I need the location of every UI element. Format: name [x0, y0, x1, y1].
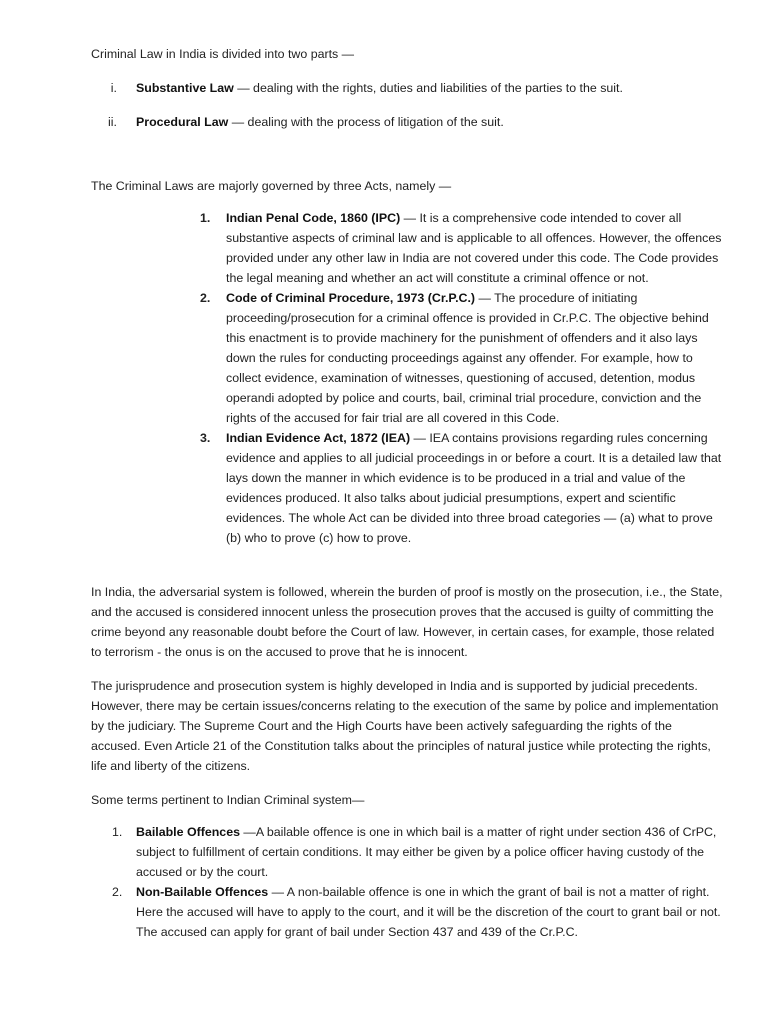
part-title: Procedural Law — [136, 115, 229, 129]
act-description: — The procedure of initiating proceeding/prosecution for a criminal offence is provided in Cr.P.C. The objective behind this enactment is to provide machinery for the punishment of offenders and it also lays down the rules for conducting proceedings against any offender. For example, how to collect evidence, examination of witnesses, questioning of accused, detention, modus operandi adopted by police and courts, bail, criminal trial procedure, conviction and the rights of the accused for fair trial are all covered in this Code. — [226, 291, 709, 425]
paragraph-adversarial-system: In India, the adversarial system is followed, wherein the burden of proof is mostly on the prosecution, i.e., the State, and the accused is considered innocent unless the prosecution proves that the accused is guilty of committing the crime beyond any reasonable doubt before the Court of law. However, in certain cases, for example, those related to terrorism - the onus is on the accused to prove that he is innocent. — [91, 585, 723, 659]
list-marker: i. — [110, 81, 117, 95]
act-description: — It is a comprehensive code intended to cover all substantive aspects of criminal law and is applicable to all offences. However, the offences provided under any other law in India are not covered under this code. The Code provides the legal meaning and whether an act will constitute a criminal offence or not. — [226, 211, 722, 285]
acts-intro-text: The Criminal Laws are majorly governed by three Acts, namely — — [91, 179, 452, 193]
paragraph-jurisprudence: The jurisprudence and prosecution system is highly developed in India and is supported by judicial precedents. However, there may be certain issues/concerns relating to the execution of the same by police and implementation by the judiciary. The Supreme Court and the High Courts have been actively safeguarding the rights of the accused. Even Article 21 of the Constitution talks about the principles of natural justice while protecting the rights, life and liberty of the citizens. — [91, 679, 719, 773]
list-marker: 2. — [112, 885, 123, 899]
act-title: Indian Evidence Act, 1872 (IEA) — [226, 431, 411, 445]
list-marker: 3. — [200, 431, 211, 445]
term-description: — A non-bailable offence is one in which the grant of bail is not a matter of right. Here the accused will have to apply to the court, and it will be the discretion of the court to grant bail or not. The accused can apply for grant of bail under Section 437 and 439 of the Cr.P.C. — [136, 885, 721, 939]
acts-list — [200, 208, 726, 548]
act-title: Indian Penal Code, 1860 (IPC) — [226, 211, 401, 225]
list-marker: 1. — [200, 211, 211, 225]
list-item — [200, 288, 726, 428]
terms-intro-text: Some terms pertinent to Indian Criminal system— — [91, 793, 365, 807]
part-description: — dealing with the process of litigation of the suit. — [228, 115, 504, 129]
intro-text: Criminal Law in India is divided into two parts — — [91, 47, 355, 61]
list-item — [91, 78, 721, 98]
term-title: Bailable Offences — [136, 825, 240, 839]
act-title: Code of Criminal Procedure, 1973 (Cr.P.C.) — [226, 291, 476, 305]
list-marker: 2. — [200, 291, 211, 305]
part-title: Substantive Law — [136, 81, 234, 95]
list-item — [112, 882, 724, 942]
term-title: Non-Bailable Offences — [136, 885, 269, 899]
list-item — [91, 112, 721, 132]
list-item — [200, 208, 726, 288]
term-description: —A bailable offence is one in which bail is a matter of right under section 436 of CrPC, subject to fulfillment of certain conditions. It may either be given by a police officer having custody of the accused or by the court. — [136, 825, 717, 879]
list-item — [200, 428, 726, 548]
list-item — [112, 822, 724, 882]
list-marker: 1. — [112, 825, 123, 839]
law-parts-list — [91, 78, 721, 146]
act-description: — IEA contains provisions regarding rules concerning evidence and applies to all judicial proceedings in or before a court. It is a detailed law that lays down the manner in which evidence is to be produced in a trial and value of the evidences produced. It also talks about judicial presumptions, expert and scientific evidences. The whole Act can be divided into three broad categories — (a) what to prove (b) who to prove (c) how to prove. — [226, 431, 722, 545]
part-description: — dealing with the rights, duties and liabilities of the parties to the suit. — [233, 81, 623, 95]
list-marker: ii. — [108, 115, 117, 129]
terms-list — [112, 822, 724, 942]
